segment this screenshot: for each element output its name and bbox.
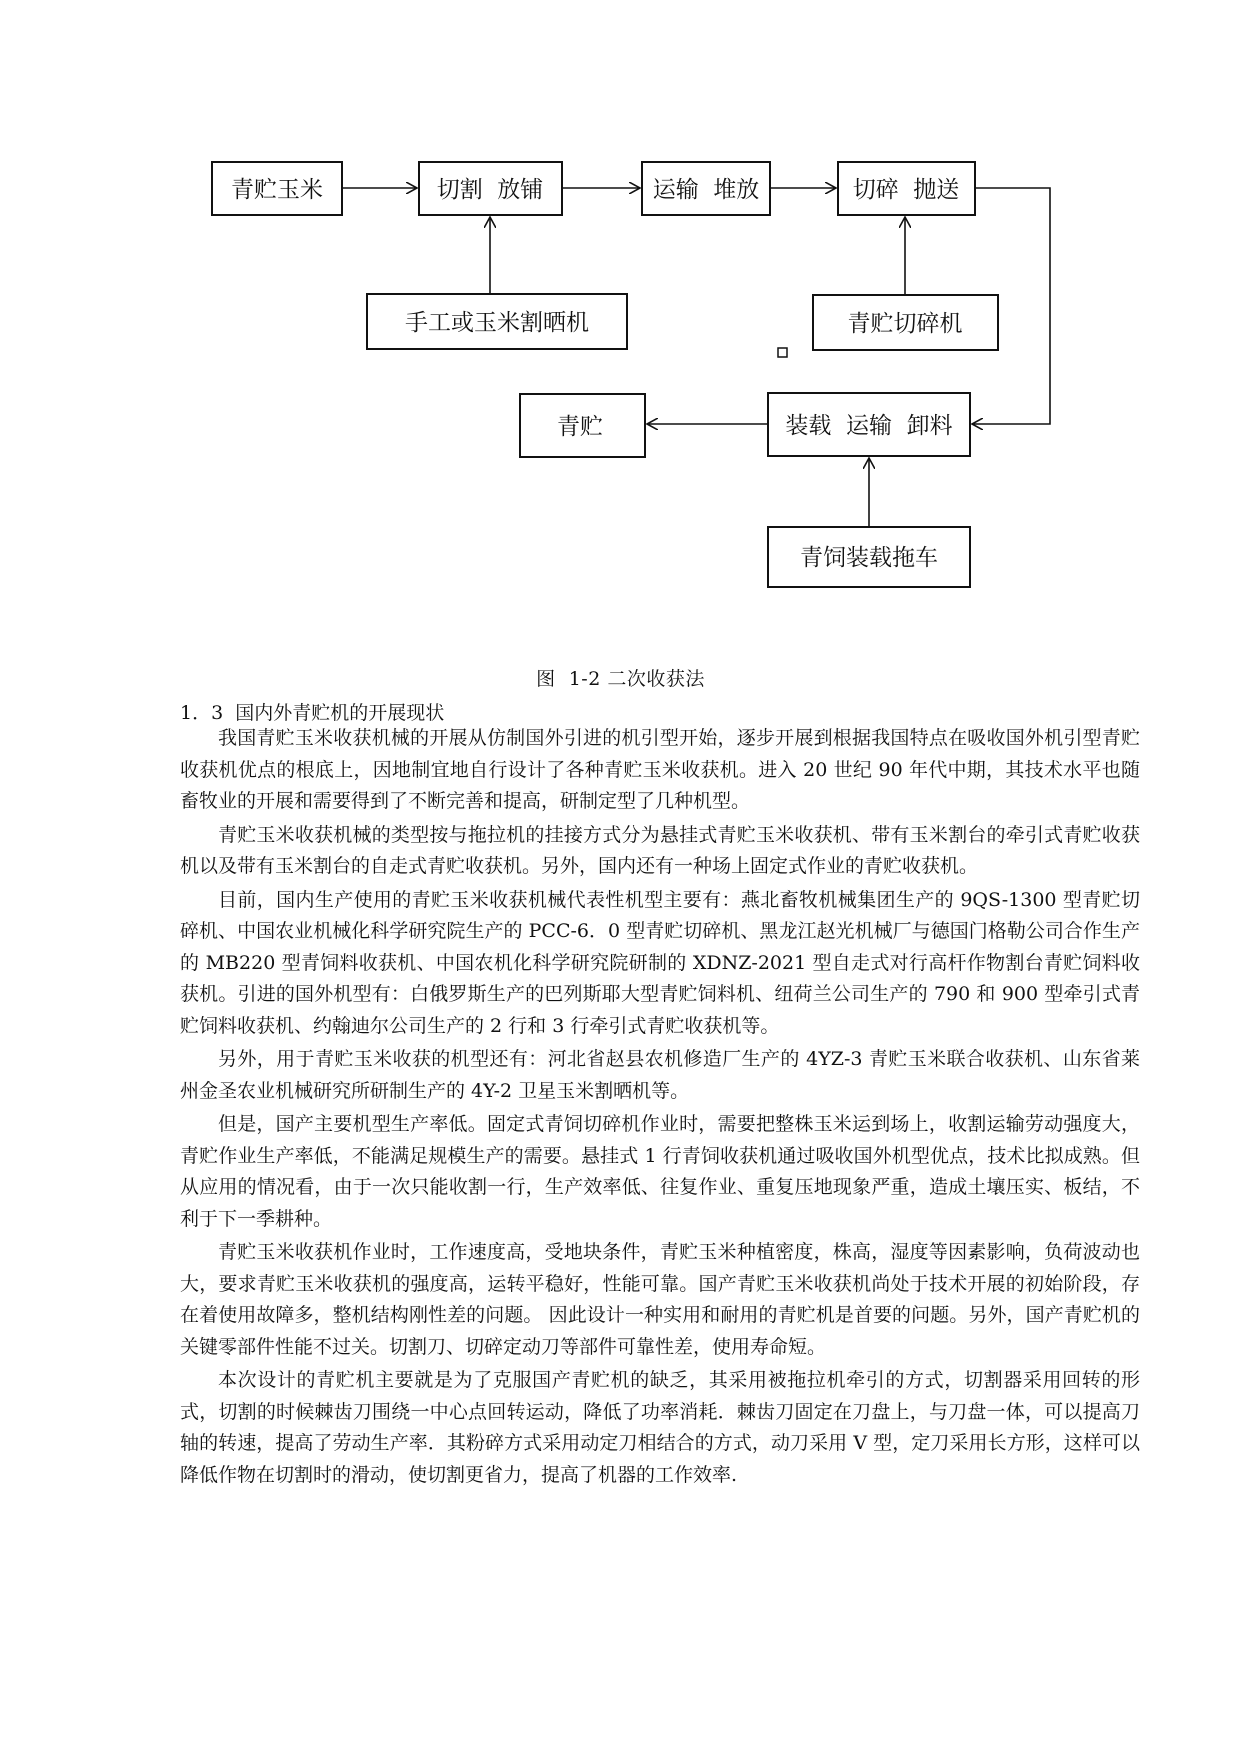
node-qingzhu-qiesuiji [813,295,998,350]
svg-text:切碎 抛送: 切碎 抛送 [852,177,960,203]
svg-text:运输 堆放: 运输 堆放 [652,177,760,203]
paragraph: 但是，国产主要机型生产率低。固定式青饲切碎机作业时，需要把整株玉米运到场上，收割运输劳动强度大，青贮作业生产率低，不能满足规模生产的需要。悬挂式 1 行青饲收获机通过吸收国外机型优点，技术比拟成熟。但从应用的情况看，由于一次只能收割一行，生产效率低、往复作业、重复压地现象严重，造成土壤压实、板结，不利于下一季耕种。 [180,1113,1140,1230]
node-shougong [367,294,627,349]
svg-text:青贮玉米: 青贮玉米 [231,177,323,203]
svg-text:手工或玉米割晒机: 手工或玉米割晒机 [405,310,589,336]
figure-caption: 图 1-2 二次收获法 [536,668,705,690]
node-zhuangzai [768,393,970,456]
node-qingzhu-yumi [212,162,342,215]
svg-text:青贮: 青贮 [557,414,603,440]
arrow-qiesui-to-zhuangzai [972,188,1050,424]
section-heading: 1．3 国内外青贮机的开展现状 [180,702,445,724]
node-qingsi-tuoche [768,527,970,587]
paragraph: 我国青贮玉米收获机械的开展从仿制国外引进的机引型开始，逐步开展到根据我国特点在吸收国外机引型青贮收获机优点的根底上，因地制宜地自行设计了各种青贮玉米收获机。进入 20 世纪 90 年代中期，其技术水平也随畜牧业的开展和需要得到了不断完善和提高，研制定型了几种机型。 [180,727,1140,812]
paragraph: 青贮玉米收获机作业时，工作速度高，受地块条件，青贮玉米种植密度，株高，湿度等因素影响，负荷波动也大，要求青贮玉米收获机的强度高，运转平稳好，性能可靠。国产青贮玉米收获机尚处于技术开展的初始阶段，存在着使用故障多，整机结构刚性差的问题。 因此设计一种实用和耐用的青贮机是首要的问题。另外，国产青贮机的关键零部件性能不过关。切割刀、切碎定动刀等部件可靠性差，使用寿命短。 [180,1241,1140,1358]
paragraph: 青贮玉米收获机械的类型按与拖拉机的挂接方式分为悬挂式青贮玉米收获机、带有玉米割台的牵引式青贮收获机以及带有玉米割台的自走式青贮收获机。另外，国内还有一种场上固定式作业的青贮收获机。 [180,823,1140,877]
process-flow-diagram [0,0,1241,660]
svg-text:装载 运输 卸料: 装载 运输 卸料 [785,413,953,439]
node-qiesui-paosong [838,162,975,215]
node-yunshu-duifang [642,162,770,215]
svg-text:切割 放铺: 切割 放铺 [436,177,544,203]
node-qingzhu [520,394,645,457]
svg-text:青贮切碎机: 青贮切碎机 [847,311,963,337]
paragraph: 另外，用于青贮玉米收获的机型还有：河北省赵县农机修造厂生产的 4YZ-3 青贮玉米联合收获机、山东省莱州金圣农业机械研究所研制生产的 4Y-2 卫星玉米割晒机等。 [180,1048,1140,1102]
paragraph: 本次设计的青贮机主要就是为了克服国产青贮机的缺乏，其采用被拖拉机牵引的方式，切割器采用回转的形式，切割的时候棘齿刀围绕一中心点回转运动，降低了功率消耗．棘齿刀固定在刀盘上，与刀盘一体，可以提高刀轴的转速，提高了劳动生产率．其粉碎方式采用动定刀相结合的方式，动刀采用 V 型，定刀采用长方形，这样可以降低作物在切割时的滑动，使切割更省力，提高了机器的工作效率. [180,1369,1140,1486]
svg-text:青饲装载拖车: 青饲装载拖车 [800,545,938,571]
body-text [180,723,1140,1493]
paragraph: 目前，国内生产使用的青贮玉米收获机械代表性机型主要有：燕北畜牧机械集团生产的 9QS-1300 型青贮切碎机、中国农业机械化科学研究院生产的 PCC-6．0 型青贮切碎机、黑龙江赵光机械厂与德国门格勒公司合作生产的 MB220 型青饲料收获机、中国农机化科学研究院研制的 XDNZ-2021 型自走式对行高杆作物割台青贮饲料收获机。引进的国外机型有：白俄罗斯生产的巴列斯耶大型青贮饲料机、纽荷兰公司生产的 790 和 900 型牵引式青贮饲料收获机、约翰迪尔公司生产的 2 行和 3 行牵引式青贮收获机等。 [180,888,1140,1037]
node-qiege-fangpu [419,162,562,215]
small-square-mark [778,348,787,357]
